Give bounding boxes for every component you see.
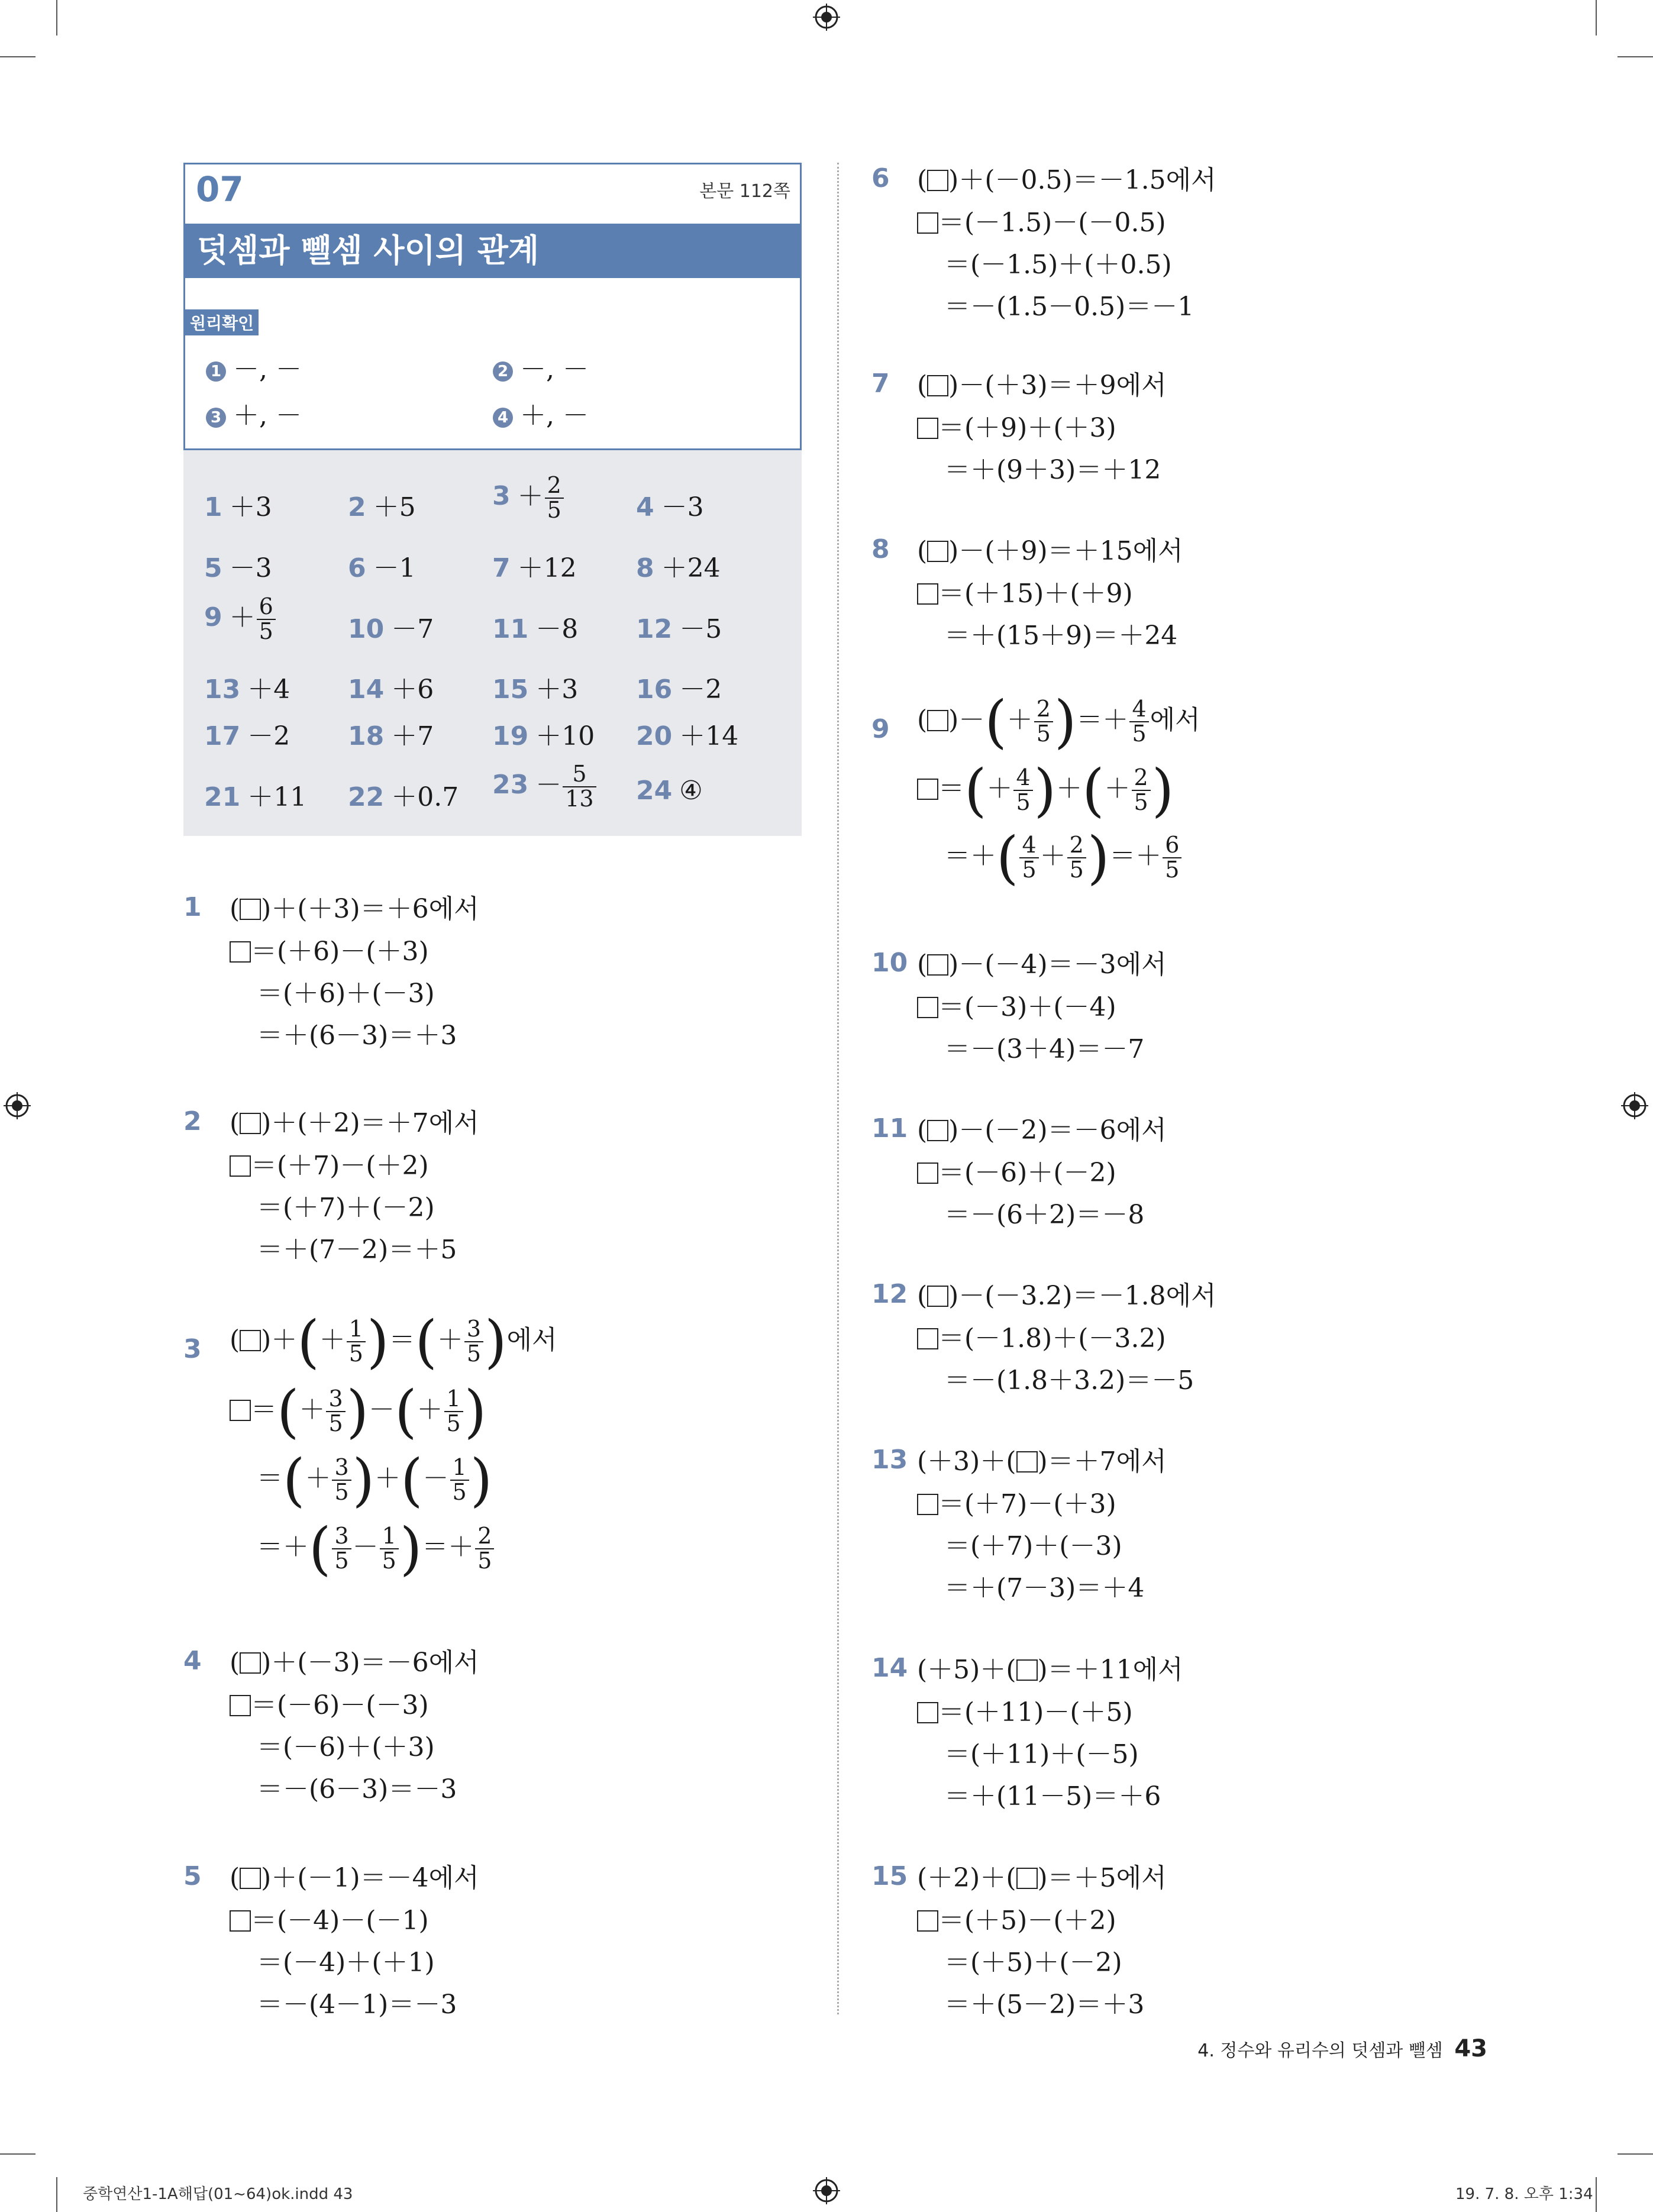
blank-box-icon [927, 1120, 948, 1141]
trim-mark [56, 0, 57, 35]
page-footer [1197, 2035, 1487, 2062]
blank-box-icon [917, 212, 938, 234]
blank-box-icon [230, 1400, 251, 1421]
answer-item: 21 ＋11 [204, 782, 307, 812]
blank-box-icon [917, 779, 938, 800]
blank-box-icon [917, 997, 938, 1018]
problem-number: 2 [183, 1106, 202, 1136]
blank-box-icon [927, 710, 948, 731]
answer-item: 6 －1 [348, 553, 416, 583]
problem-number: 8 [871, 534, 890, 564]
registration-mark-icon [813, 2177, 840, 2204]
file-slug: 중학연산1-1A해답(01~64)ok.indd 43 [83, 2185, 353, 2203]
principle-item: 4 ＋, － [493, 394, 589, 432]
answer-item: 22 ＋0.7 [348, 782, 459, 812]
answer-item: 12 －5 [636, 614, 722, 644]
section-title: 덧셈과 뺄셈 사이의 관계 [185, 224, 800, 278]
blank-box-icon [230, 1155, 251, 1177]
blank-box-icon [917, 418, 938, 439]
answer-item: 14 ＋6 [348, 674, 434, 705]
blank-box-icon [1016, 1451, 1038, 1472]
blank-box-icon [240, 1652, 261, 1674]
blank-box-icon [927, 375, 948, 396]
blank-box-icon [230, 1695, 251, 1716]
answer-item: 3 ＋ $\frac{2}{5}$ [492, 474, 565, 522]
blank-box-icon [927, 170, 948, 191]
section-number: 07 [196, 169, 244, 209]
blank-box-icon [240, 1330, 261, 1351]
blank-box-icon [927, 1286, 948, 1307]
trim-mark [1596, 2177, 1597, 2212]
answer-item: 13 ＋4 [204, 674, 290, 705]
blank-box-icon [917, 1328, 938, 1349]
answer-item: 20 ＋14 [636, 721, 739, 751]
answer-item: 4 －3 [636, 492, 704, 522]
problem-number: 15 [871, 1861, 908, 1891]
blank-box-icon [230, 1910, 251, 1932]
column-divider [837, 163, 839, 2014]
answer-item: 1 ＋3 [204, 492, 272, 522]
time-slug: 19. 7. 8. 오후 1:34 [1455, 2185, 1593, 2203]
blank-box-icon [917, 1494, 938, 1515]
principle-item: 1 －, － [206, 348, 302, 386]
trim-mark [0, 2153, 35, 2155]
trim-mark [1596, 0, 1597, 35]
answer-item: 9 ＋ $\frac{6}{5}$ [204, 595, 277, 644]
blank-box-icon [917, 583, 938, 605]
answer-item: 24 ④ [636, 776, 703, 806]
problem-number: 12 [871, 1279, 908, 1309]
trim-mark [0, 56, 35, 57]
registration-mark-icon [1621, 1092, 1648, 1119]
problem-number: 4 [183, 1646, 202, 1676]
answer-item: 8 ＋24 [636, 553, 721, 583]
registration-mark-icon [813, 4, 840, 31]
blank-box-icon [240, 899, 261, 920]
trim-mark [1618, 56, 1653, 57]
answer-grid [183, 450, 802, 836]
problem-number: 9 [871, 714, 890, 744]
chapter-title: 4. 정수와 유리수의 덧셈과 뺄셈 [1197, 2040, 1443, 2061]
answer-item: 18 ＋7 [348, 721, 434, 751]
problem-number: 3 [183, 1334, 202, 1364]
blank-box-icon [927, 541, 948, 562]
answer-item: 15 ＋3 [492, 674, 579, 705]
problem-number: 11 [871, 1113, 908, 1144]
answer-item: 5 －3 [204, 553, 272, 583]
principle-item: 3 ＋, － [206, 394, 302, 432]
answer-item: 2 ＋5 [348, 492, 416, 522]
principle-check-tag: 원리확인 [185, 309, 259, 335]
principle-item: 2 －, － [493, 348, 589, 386]
blank-box-icon [1016, 1659, 1038, 1681]
page-reference: 본문 112쪽 [699, 181, 790, 202]
problem-number: 5 [183, 1861, 202, 1891]
answer-item: 10 －7 [348, 614, 434, 644]
problem-number: 10 [871, 948, 908, 978]
answer-item: 17 －2 [204, 721, 290, 751]
blank-box-icon [917, 1702, 938, 1723]
blank-box-icon [240, 1868, 261, 1889]
problem-number: 13 [871, 1445, 908, 1475]
registration-mark-icon [4, 1092, 31, 1119]
trim-mark [56, 2177, 57, 2212]
blank-box-icon [917, 1162, 938, 1184]
blank-box-icon [917, 1910, 938, 1932]
answer-item: 19 ＋10 [492, 721, 595, 751]
problem-number: 1 [183, 892, 202, 922]
section-header-box [183, 163, 802, 450]
page-number: 43 [1454, 2035, 1487, 2062]
answer-item: 23 － $\frac{5}{13}$ [492, 763, 598, 811]
blank-box-icon [230, 941, 251, 963]
answer-item: 11 －8 [492, 614, 579, 644]
blank-box-icon [1016, 1868, 1038, 1889]
blank-box-icon [927, 954, 948, 976]
blank-box-icon [240, 1113, 261, 1134]
problem-number: 7 [871, 369, 890, 399]
problem-number: 14 [871, 1653, 908, 1683]
answer-item: 7 ＋12 [492, 553, 577, 583]
answer-item: 16 －2 [636, 674, 722, 705]
problem-number: 6 [871, 163, 890, 193]
trim-mark [1618, 2153, 1653, 2155]
